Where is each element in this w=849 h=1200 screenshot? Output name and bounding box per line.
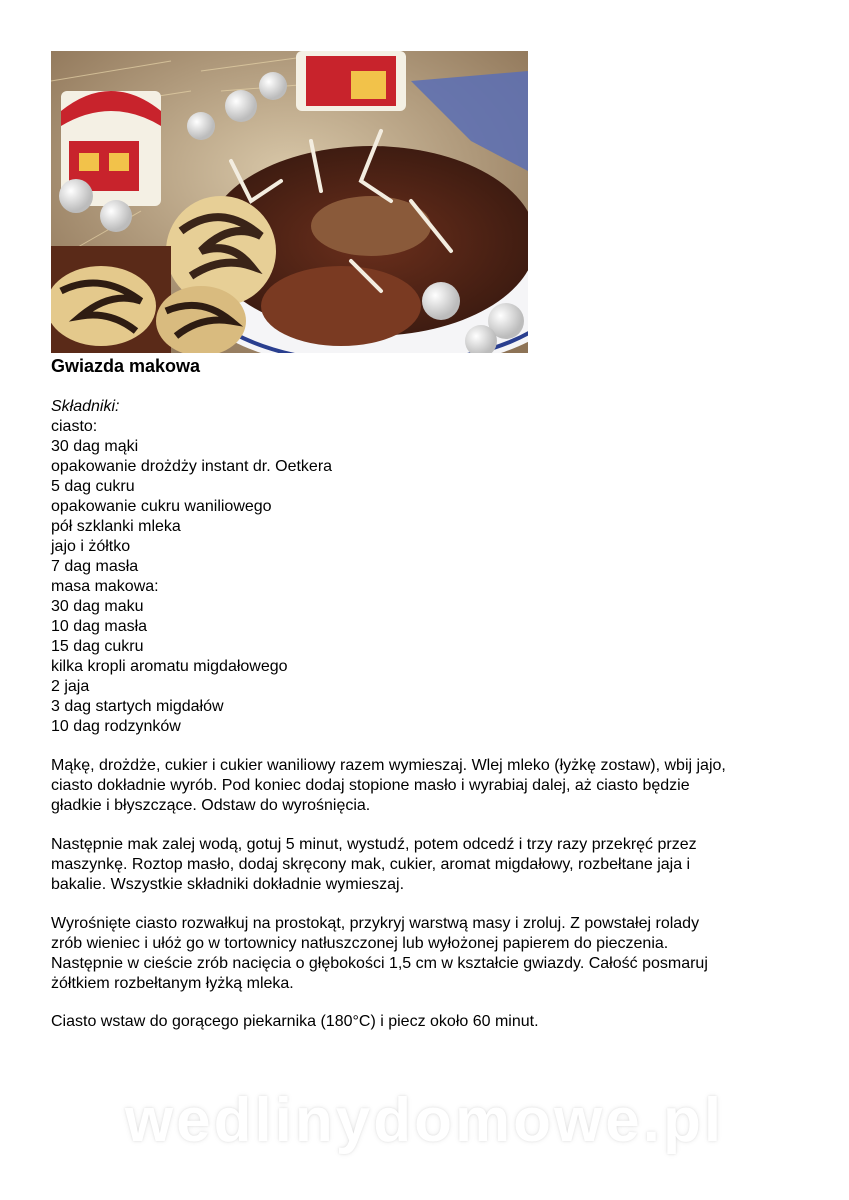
instruction-paragraph	[51, 914, 791, 994]
recipe-title: Gwiazda makowa	[51, 356, 201, 376]
paragraph-line: maszynkę. Roztop masło, dodaj skręcony mak, cukier, aromat migdałowy, rozbełtane jaja i	[51, 856, 691, 873]
instruction-paragraph	[51, 756, 791, 816]
paragraph-line: ciasto dokładnie wyrób. Pod koniec dodaj stopione masło i wyrabiaj dalej, aż ciasto będzie	[51, 777, 690, 794]
ingredient-line: opakowanie cukru waniliowego	[51, 498, 272, 515]
paragraph-line: Mąkę, drożdże, cukier i cukier waniliowy razem wymieszaj. Wlej mleko (łyżkę zostaw), wbij jajo,	[51, 757, 726, 774]
instruction-paragraph	[51, 835, 791, 895]
paragraph-line: Następnie w cieście zrób nacięcia o głębokości 1,5 cm w kształcie gwiazdy. Całość posmaruj	[51, 955, 708, 972]
ingredient-line: opakowanie drożdży instant dr. Oetkera	[51, 458, 333, 475]
ingredient-line: jajo i żółtko	[51, 538, 131, 555]
paragraph-line: gładkie i błyszczące. Odstaw do wyrośnięcia.	[51, 797, 371, 814]
paragraph-line: bakalie. Wszystkie składniki dokładnie wymieszaj.	[51, 876, 405, 893]
ingredient-line: ciasto:	[51, 418, 98, 435]
paragraph-line: Ciasto wstaw do gorącego piekarnika (180°C) i piecz około 60 minut.	[51, 1013, 539, 1030]
ingredient-line: 3 dag startych migdałów	[51, 698, 224, 715]
paragraph-line: Wyrośnięte ciasto rozwałkuj na prostokąt, przykryj warstwą masy i zroluj. Z powstałej rolady	[51, 915, 700, 932]
paragraph-line: żółtkiem rozbełtanym łyżką mleka.	[51, 975, 294, 992]
ingredient-line: 10 dag masła	[51, 618, 148, 635]
ingredients-heading: Składniki:	[51, 398, 120, 415]
paragraph-line: Następnie mak zalej wodą, gotuj 5 minut, wystudź, potem odcedź i trzy razy przekręć przez	[51, 836, 697, 853]
ingredient-line: 30 dag mąki	[51, 438, 139, 455]
ingredient-line: 15 dag cukru	[51, 638, 144, 655]
ingredient-line: pół szklanki mleka	[51, 518, 181, 535]
ingredient-line: masa makowa:	[51, 578, 159, 595]
ingredient-line: 7 dag masła	[51, 558, 139, 575]
ingredients-list	[51, 397, 332, 737]
ceramic-house-right	[296, 51, 406, 111]
ingredient-line: 2 jaja	[51, 678, 90, 695]
paragraph-line: zrób wieniec i ułóż go w tortownicy natłuszczonej lub wyłożonej papierem do pieczenia.	[51, 935, 669, 952]
cake-photo	[51, 51, 528, 353]
ingredient-line: kilka kropli aromatu migdałowego	[51, 658, 288, 675]
ingredient-line: 10 dag rodzynków	[51, 718, 181, 735]
site-watermark: wedlinydomowe.pl	[124, 1086, 725, 1155]
ingredient-line: 30 dag maku	[51, 598, 144, 615]
instruction-paragraph	[51, 1012, 791, 1032]
ingredient-line: 5 dag cukru	[51, 478, 135, 495]
